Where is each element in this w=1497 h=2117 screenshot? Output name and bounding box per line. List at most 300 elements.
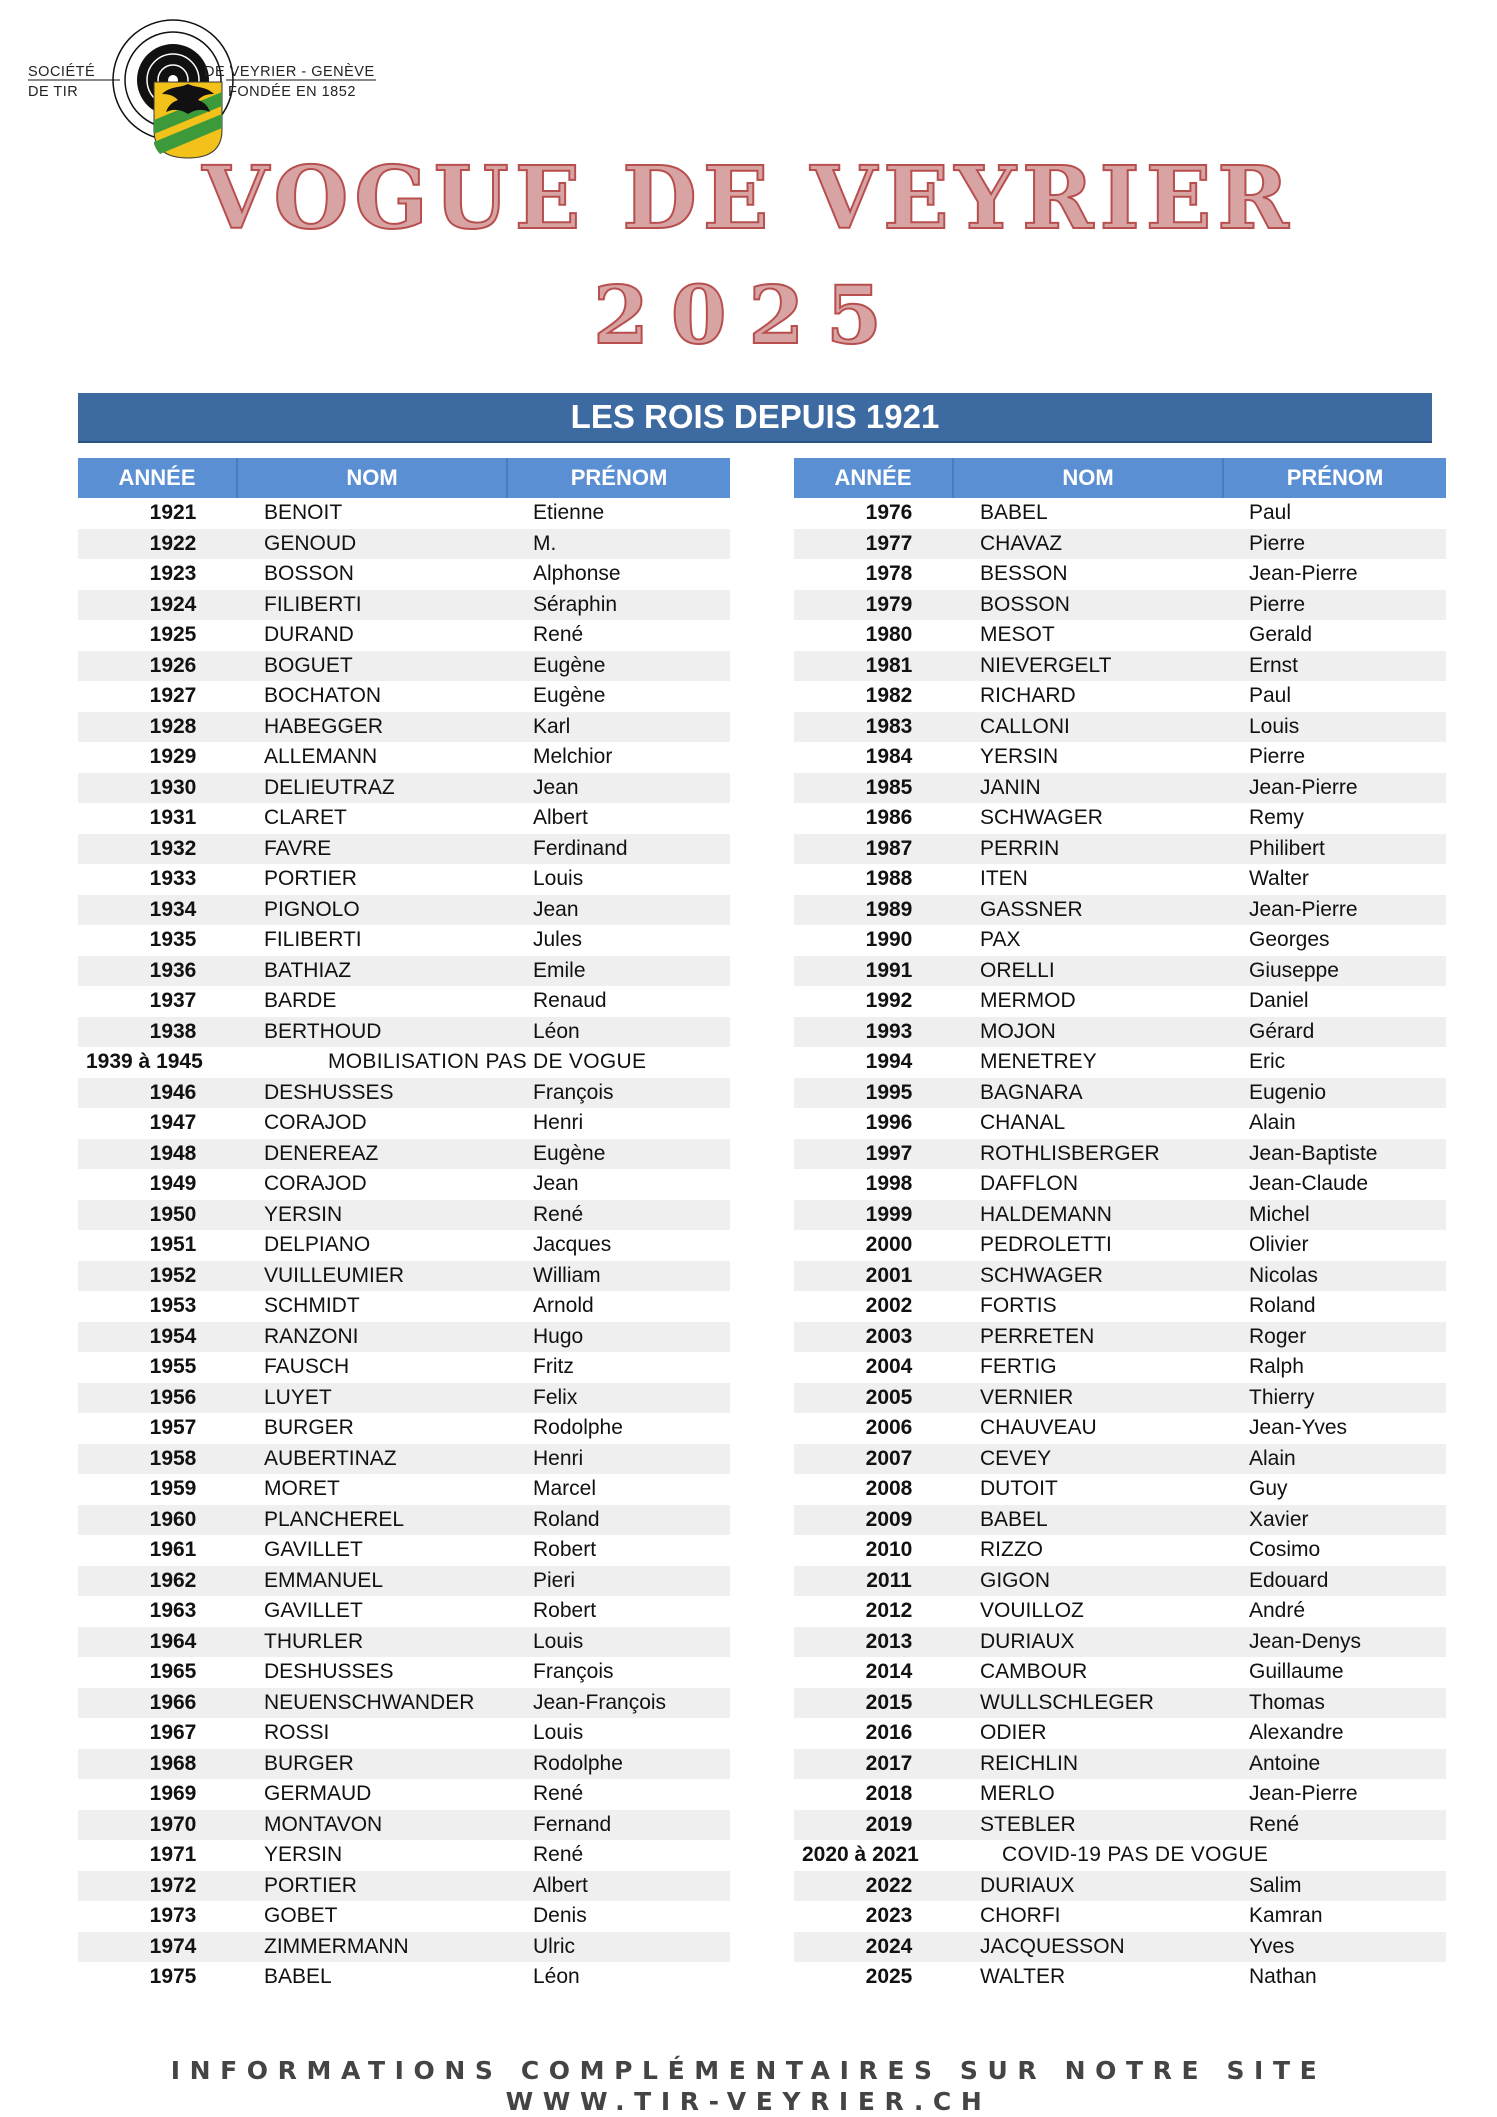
cell-nom: DESHUSSES — [264, 1660, 394, 1683]
table-row — [78, 1596, 730, 1627]
cell-nom: JANIN — [980, 775, 1041, 799]
cell-year: 1998 — [865, 1172, 913, 1195]
cell-prenom: Fernand — [533, 1812, 612, 1836]
table-row — [794, 1718, 1446, 1749]
cell-prenom: René — [1249, 1812, 1300, 1836]
table-row — [78, 1535, 730, 1566]
cell-prenom: Olivier — [1249, 1233, 1309, 1256]
cell-nom: MOJON — [980, 1019, 1056, 1043]
cell-nom: BAGNARA — [980, 1080, 1083, 1104]
table-row — [78, 620, 730, 651]
cell-nom: RICHARD — [980, 684, 1076, 707]
cell-nom: DELPIANO — [264, 1233, 371, 1256]
table-row — [794, 864, 1446, 895]
cell-nom: VUILLEUMIER — [264, 1263, 405, 1287]
cell-prenom: Alain — [1249, 1446, 1296, 1470]
cell-year: 1979 — [865, 592, 913, 616]
table-header — [794, 458, 1446, 498]
cell-prenom: Xavier — [1249, 1507, 1309, 1531]
logo-text-societe: SOCIÉTÉ — [28, 64, 96, 80]
cell-nom: FERTIG — [980, 1355, 1057, 1378]
cell-prenom: Emile — [533, 958, 586, 982]
cell-prenom: Louis — [533, 1721, 584, 1744]
cell-prenom: Michel — [1249, 1202, 1310, 1226]
cell-prenom: Jean — [533, 775, 579, 799]
cell-nom: NEUENSCHWANDER — [264, 1690, 475, 1714]
table-row — [794, 651, 1446, 682]
cell-prenom: Thomas — [1249, 1690, 1325, 1714]
cell-nom: FORTIS — [980, 1294, 1057, 1317]
cell-year: 2019 — [865, 1812, 913, 1836]
table-row — [78, 1169, 730, 1200]
table-row — [794, 1535, 1446, 1566]
table-row — [78, 1139, 730, 1170]
table-row — [794, 1474, 1446, 1505]
table-row — [78, 1871, 730, 1902]
table-row — [78, 590, 730, 621]
table-row — [78, 742, 730, 773]
cell-nom: ALLEMANN — [264, 745, 378, 768]
table-header — [78, 458, 730, 498]
table-row — [78, 1566, 730, 1597]
cell-nom: DESHUSSES — [264, 1080, 394, 1104]
cell-nom: ZIMMERMANN — [264, 1934, 409, 1958]
cell-prenom: Paul — [1249, 501, 1292, 524]
cell-year: 1951 — [149, 1233, 197, 1256]
cell-nom: GIGON — [980, 1568, 1051, 1592]
cell-year: 1937 — [149, 989, 197, 1012]
cell-note: MOBILISATION PAS DE VOGUE — [328, 1050, 647, 1073]
cell-year: 1929 — [149, 745, 197, 768]
cell-prenom: Jean-Pierre — [1249, 1782, 1358, 1805]
cell-prenom: Etienne — [533, 501, 605, 524]
cell-year: 1995 — [865, 1080, 913, 1104]
cell-prenom: Pierre — [1249, 592, 1306, 616]
cell-nom: PERRETEN — [980, 1324, 1095, 1348]
table-row — [78, 1413, 730, 1444]
cell-prenom: Jules — [533, 928, 583, 951]
cell-nom: YERSIN — [264, 1843, 343, 1866]
cell-year: 1936 — [149, 958, 197, 982]
table-row — [794, 1566, 1446, 1597]
cell-nom: HALDEMANN — [980, 1202, 1112, 1226]
table-row — [78, 803, 730, 834]
cell-prenom: Guillaume — [1249, 1660, 1344, 1683]
table-body — [78, 498, 730, 1993]
table-row — [794, 1322, 1446, 1353]
cell-prenom: Roger — [1249, 1324, 1307, 1348]
table-row — [78, 1779, 730, 1810]
cell-prenom: Jean-François — [533, 1690, 667, 1714]
cell-prenom: Louis — [533, 867, 584, 890]
table-row — [794, 1261, 1446, 1292]
cell-nom: PAX — [980, 928, 1021, 951]
cell-prenom: Robert — [533, 1599, 597, 1622]
cell-prenom: Louis — [533, 1629, 584, 1653]
cell-nom: BOCHATON — [264, 684, 382, 707]
cell-year: 1923 — [149, 562, 197, 585]
table-row — [794, 1840, 1446, 1871]
table-row — [78, 1718, 730, 1749]
table-row — [78, 1108, 730, 1139]
cell-nom: BABEL — [264, 1965, 332, 1988]
cell-year: 1967 — [149, 1721, 197, 1744]
cell-year: 1946 — [149, 1080, 197, 1104]
cell-nom: EMMANUEL — [264, 1568, 384, 1592]
page-title: VOGUE DE VEYRIER — [202, 148, 1295, 249]
cell-year: 2007 — [865, 1446, 913, 1470]
header-prenom: PRÉNOM — [1286, 465, 1384, 490]
cell-year: 1965 — [149, 1660, 197, 1683]
cell-prenom: Léon — [533, 1019, 580, 1043]
cell-nom: PORTIER — [264, 867, 357, 890]
cell-year: 2014 — [865, 1660, 913, 1683]
cell-prenom: Ferdinand — [533, 836, 628, 860]
cell-nom: GAVILLET — [264, 1538, 363, 1561]
cell-nom: HABEGGER — [264, 714, 384, 738]
cell-nom: CLARET — [264, 806, 347, 829]
cell-prenom: René — [533, 1782, 584, 1805]
cell-nom: DURIAUX — [980, 1873, 1075, 1897]
cell-prenom: Paul — [1249, 684, 1292, 707]
cell-nom: MERMOD — [980, 989, 1076, 1012]
table-row — [794, 1078, 1446, 1109]
cell-prenom: François — [533, 1660, 614, 1683]
table-row — [78, 1627, 730, 1658]
table-row — [794, 1352, 1446, 1383]
cell-year: 2015 — [865, 1690, 913, 1714]
cell-prenom: Eugène — [533, 1141, 606, 1165]
table-row — [78, 1078, 730, 1109]
cell-nom: ITEN — [980, 867, 1028, 890]
table-row — [78, 1474, 730, 1505]
cell-prenom: Kamran — [1249, 1904, 1323, 1927]
table-row — [78, 1261, 730, 1292]
cell-year: 2010 — [865, 1538, 913, 1561]
cell-year: 1997 — [865, 1141, 913, 1165]
cell-prenom: Guy — [1249, 1477, 1288, 1500]
header-nom: NOM — [238, 458, 508, 498]
cell-prenom: Eugenio — [1249, 1080, 1327, 1104]
table-row — [794, 681, 1446, 712]
cell-prenom: Henri — [533, 1111, 584, 1134]
cell-prenom: Salim — [1249, 1873, 1302, 1897]
table-row — [78, 498, 730, 529]
cell-nom: NIEVERGELT — [980, 653, 1112, 677]
cell-year: 2001 — [865, 1263, 913, 1287]
cell-prenom: Jean-Denys — [1249, 1629, 1362, 1653]
table-row — [78, 1352, 730, 1383]
cell-nom: STEBLER — [980, 1812, 1076, 1836]
cell-prenom: Jean — [533, 1172, 579, 1195]
cell-year: 1989 — [865, 897, 913, 921]
cell-nom: REICHLIN — [980, 1751, 1079, 1775]
cell-year: 1975 — [149, 1965, 197, 1988]
cell-nom: YERSIN — [264, 1202, 343, 1226]
cell-nom: DURAND — [264, 623, 354, 646]
table-row — [78, 895, 730, 926]
cell-year: 1955 — [149, 1355, 197, 1378]
cell-nom: CHAVAZ — [980, 531, 1063, 555]
cell-nom: YERSIN — [980, 745, 1059, 768]
header-prenom: PRÉNOM — [570, 465, 668, 490]
table-row — [78, 1962, 730, 1993]
cell-prenom: Séraphin — [533, 592, 618, 616]
cell-nom: FAVRE — [264, 836, 332, 860]
cell-nom: VOUILLOZ — [980, 1599, 1084, 1622]
cell-year: 1935 — [149, 928, 197, 951]
table-row — [794, 1413, 1446, 1444]
table-row — [794, 1749, 1446, 1780]
table-row — [794, 834, 1446, 865]
table-row — [794, 1962, 1446, 1993]
table-row — [78, 651, 730, 682]
cell-year: 1924 — [149, 592, 197, 616]
cell-nom: MERLO — [980, 1782, 1055, 1805]
header-year: ANNÉE — [78, 458, 238, 498]
cell-year: 1988 — [865, 867, 913, 890]
cell-prenom: Albert — [533, 1873, 588, 1897]
cell-prenom: Arnold — [533, 1294, 594, 1317]
cell-year: 2018 — [865, 1782, 913, 1805]
kings-table-left — [78, 458, 730, 1993]
table-row — [78, 1932, 730, 1963]
cell-prenom: Eugène — [533, 684, 606, 707]
cell-nom: AUBERTINAZ — [264, 1446, 397, 1470]
cell-year: 1972 — [149, 1873, 197, 1897]
cell-nom: BOGUET — [264, 653, 353, 677]
cell-nom: SCHMIDT — [264, 1294, 360, 1317]
cell-prenom: Jean-Baptiste — [1249, 1141, 1378, 1165]
table-row — [794, 1779, 1446, 1810]
cell-prenom: Nathan — [1249, 1965, 1317, 1988]
cell-prenom: Pieri — [533, 1568, 576, 1592]
cell-nom: GOBET — [264, 1904, 338, 1927]
table-row — [78, 986, 730, 1017]
table-row — [794, 1383, 1446, 1414]
cell-year: 1987 — [865, 836, 913, 860]
table-row — [794, 1017, 1446, 1048]
cell-year: 1949 — [149, 1172, 197, 1195]
table-row — [794, 1596, 1446, 1627]
cell-nom: DUTOIT — [980, 1477, 1058, 1500]
cell-prenom: Nicolas — [1249, 1263, 1318, 1287]
cell-nom: DENEREAZ — [264, 1141, 379, 1165]
cell-nom: PIGNOLO — [264, 897, 360, 921]
cell-nom: CHORFI — [980, 1904, 1061, 1927]
table-row — [794, 529, 1446, 560]
cell-prenom: Marcel — [533, 1477, 597, 1500]
cell-prenom: Thierry — [1249, 1385, 1315, 1409]
table-row — [794, 559, 1446, 590]
cell-nom: SCHWAGER — [980, 1263, 1103, 1287]
cell-prenom: Léon — [533, 1965, 580, 1988]
cell-prenom: Cosimo — [1249, 1538, 1321, 1561]
cell-year: 1957 — [149, 1416, 197, 1439]
cell-nom: LUYET — [264, 1385, 332, 1409]
footer-website: WWW.TIR-VEYRIER.CH — [505, 2087, 992, 2116]
cell-year: 2017 — [865, 1751, 913, 1775]
cell-prenom: André — [1249, 1599, 1306, 1622]
cell-nom: BATHIAZ — [264, 958, 352, 982]
cell-year: 1971 — [149, 1843, 197, 1866]
table-row — [78, 956, 730, 987]
cell-prenom: Denis — [533, 1904, 587, 1927]
table-row — [794, 986, 1446, 1017]
cell-prenom: Jean — [533, 897, 579, 921]
cell-year: 1999 — [865, 1202, 913, 1226]
table-row — [78, 1688, 730, 1719]
cell-prenom: Eric — [1249, 1050, 1286, 1073]
cell-prenom: Pierre — [1249, 531, 1306, 555]
cell-year: 2016 — [865, 1721, 913, 1744]
cell-prenom: Rodolphe — [533, 1751, 623, 1775]
cell-prenom: Albert — [533, 806, 588, 829]
cell-prenom: Antoine — [1249, 1751, 1321, 1775]
table-row — [78, 1291, 730, 1322]
cell-year: 1992 — [865, 989, 913, 1012]
cell-nom: DURIAUX — [980, 1629, 1075, 1653]
table-row — [794, 1230, 1446, 1261]
cell-year: 1948 — [149, 1141, 197, 1165]
table-row — [794, 1871, 1446, 1902]
cell-nom: BURGER — [264, 1751, 354, 1775]
cell-nom: BARDE — [264, 989, 337, 1012]
cell-prenom: Pierre — [1249, 745, 1306, 768]
cell-nom: WALTER — [980, 1965, 1066, 1988]
cell-prenom: Henri — [533, 1446, 584, 1470]
cell-prenom: Jean-Yves — [1249, 1416, 1348, 1439]
table-row — [78, 1230, 730, 1261]
cell-prenom: Felix — [533, 1385, 578, 1409]
header-nom: NOM — [954, 458, 1224, 498]
table-row — [794, 1169, 1446, 1200]
table-row — [78, 1200, 730, 1231]
cell-year: 1954 — [149, 1324, 197, 1348]
cell-nom: DELIEUTRAZ — [264, 775, 395, 799]
cell-prenom: Roland — [1249, 1294, 1316, 1317]
cell-nom: SCHWAGER — [980, 806, 1103, 829]
logo-text-fondee: FONDÉE EN 1852 — [228, 84, 356, 100]
cell-nom: THURLER — [264, 1629, 364, 1653]
cell-year: 1933 — [149, 867, 197, 890]
cell-prenom: Philibert — [1249, 836, 1325, 860]
table-row — [78, 1749, 730, 1780]
section-banner: LES ROIS DEPUIS 1921 — [78, 393, 1432, 443]
cell-year: 1976 — [865, 501, 913, 524]
cell-nom: CHANAL — [980, 1111, 1066, 1134]
cell-nom: PEDROLETTI — [980, 1233, 1112, 1256]
cell-year: 2005 — [865, 1385, 913, 1409]
cell-year: 1956 — [149, 1385, 197, 1409]
cell-nom: MONTAVON — [264, 1812, 383, 1836]
cell-nom: BABEL — [980, 1507, 1048, 1531]
cell-prenom: Jean-Pierre — [1249, 562, 1358, 585]
cell-year: 1953 — [149, 1294, 197, 1317]
table-row — [78, 529, 730, 560]
cell-year: 1990 — [865, 928, 913, 951]
cell-nom: RIZZO — [980, 1538, 1043, 1561]
table-row — [794, 803, 1446, 834]
cell-nom: FILIBERTI — [264, 592, 362, 616]
cell-year: 1981 — [865, 653, 913, 677]
cell-prenom: Renaud — [533, 989, 607, 1012]
cell-prenom: Karl — [533, 714, 571, 738]
cell-nom: BURGER — [264, 1416, 354, 1439]
cell-nom: PORTIER — [264, 1873, 357, 1897]
cell-nom: BOSSON — [980, 592, 1070, 616]
kings-table-right — [794, 458, 1446, 1993]
table-row — [794, 1505, 1446, 1536]
table-row — [794, 712, 1446, 743]
table-row — [78, 1047, 730, 1078]
cell-prenom: René — [533, 623, 584, 646]
table-row — [794, 620, 1446, 651]
logo-text-de-tir: DE TIR — [28, 84, 79, 100]
cell-prenom: Gérard — [1249, 1019, 1315, 1043]
cell-prenom: Jean-Pierre — [1249, 775, 1358, 799]
cell-prenom: Ralph — [1249, 1355, 1304, 1378]
cell-prenom: Yves — [1249, 1934, 1295, 1958]
cell-year: 1934 — [149, 897, 197, 921]
table-row — [794, 1901, 1446, 1932]
table-row — [794, 773, 1446, 804]
cell-nom: RANZONI — [264, 1324, 359, 1348]
cell-nom: CALLONI — [980, 714, 1070, 738]
cell-year: 2022 — [865, 1873, 913, 1897]
cell-nom: PLANCHEREL — [264, 1507, 405, 1531]
cell-year: 1927 — [149, 684, 197, 707]
cell-nom: MENETREY — [980, 1050, 1097, 1073]
cell-year: 1986 — [865, 806, 913, 829]
cell-year: 1938 — [149, 1019, 197, 1043]
cell-year: 1969 — [149, 1782, 197, 1805]
table-row — [78, 1810, 730, 1841]
cell-year: 2011 — [866, 1568, 912, 1592]
cell-year: 2023 — [865, 1904, 913, 1927]
cell-year: 1947 — [149, 1111, 197, 1134]
table-row — [794, 925, 1446, 956]
cell-year: 1958 — [149, 1446, 197, 1470]
table-row — [794, 1444, 1446, 1475]
cell-year: 1952 — [149, 1263, 197, 1287]
cell-prenom: Daniel — [1249, 989, 1309, 1012]
cell-year: 1962 — [149, 1568, 197, 1592]
table-row — [78, 1383, 730, 1414]
cell-nom: ROSSI — [264, 1721, 330, 1744]
cell-year: 1960 — [149, 1507, 197, 1531]
table-row — [78, 1322, 730, 1353]
cell-nom: CORAJOD — [264, 1172, 367, 1195]
cell-year: 2002 — [865, 1294, 913, 1317]
cell-prenom: Robert — [533, 1538, 597, 1561]
footer-info: INFORMATIONS COMPLÉMENTAIRES SUR NOTRE SITE — [170, 2056, 1327, 2085]
cell-year: 1993 — [865, 1019, 913, 1043]
table-row — [78, 1901, 730, 1932]
cell-prenom: Alphonse — [533, 562, 621, 585]
cell-prenom: Jean-Pierre — [1249, 897, 1358, 921]
table-row — [794, 956, 1446, 987]
table-row — [78, 834, 730, 865]
table-row — [794, 1200, 1446, 1231]
table-body — [794, 498, 1446, 1993]
cell-nom: CEVEY — [980, 1446, 1052, 1470]
cell-year: 1991 — [865, 958, 913, 982]
cell-nom: ORELLI — [980, 958, 1055, 982]
cell-nom: ODIER — [980, 1721, 1047, 1744]
cell-year: 2020 à 2021 — [802, 1843, 919, 1866]
cell-prenom: François — [533, 1080, 614, 1104]
